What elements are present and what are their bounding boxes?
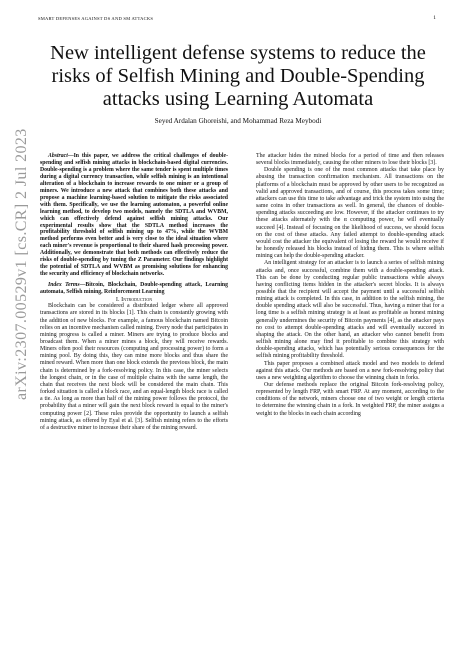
- body-paragraph-1: The attacker hides the mined blocks for a period of time and then releases several blocks immediately, causing the other miners to lose their blocks [3].: [256, 153, 444, 167]
- arxiv-identifier-stamp: arXiv:2307.00529v1 [cs.CR] 2 Jul 2023: [13, 128, 30, 400]
- body-paragraph-4: This paper proposes a combined attack model and two models to defend against this attack. Our methods are based on a new fork-resolving policy that uses a new weighting algorithm to choose the winning chain in forks.: [256, 360, 444, 381]
- running-title: SMART DEFENSES AGAINST DS AND SM ATTACKS: [38, 16, 154, 21]
- intro-paragraph: Blockchain can be considered a distributed ledger where all approved transactions are stored in its blocks [1]. This chain is constantly growing with the addition of new blocks. For example, a famous blockchain named Bitcoin relies on an incentive mechanism called mining. Every node that participates in mining progress is called a miner. Miners are trying to produce blocks and broadcast them. When a miner mines a block, they will receive rewards. Miners often pool their resources (computing and processing power) to form a mining pool. By doing this, they can mine more blocks and thus share the mined reward. When more than one block extends the previous block, the main chain is determined by a fork-resolving policy. In this case, the miner selects the longest chain, or in the case of multiple chains with the same length, the chain that receives the next block will be considered the main chain. This forked situation is called a block race, and an equal-length block race is called a tie. As long as more than half of the mining power follows the protocol, the probability that a miner will gain the next block reward is equal to the miner's computing power [2]. These rules provide the opportunity to launch a selfish mining attack, as offered by Eyal et al. [3]. Selfish mining refers to the efforts of a destructive miner to increase their share of the mining reward.: [40, 303, 228, 431]
- body-paragraph-2: Double spending is one of the most common attacks that take place by abusing the transaction confirmation mechanism. All transactions on the platforms of a blockchain must be approved by other users to be recognized as valid and approved transactions, and of course, this process takes some time; attackers can use this time to take advantage and trick the system into using the same coins in other transactions as well. In general, the chances of double-spending attacks succeeding are low. However, if the attacker continues to try these attacks alternately with the α computing power, he will eventually succeed [4]. Instead of focusing on the likelihood of success, we should focus on the cost of these attacks. Any failed attempt to double-spending attack would cost the attacker the equivalent of losing the reward he would receive if he honestly released his blocks instead of hiding them. This is where selfish mining can help the double-spending attacker.: [256, 167, 444, 260]
- body-paragraph-3: An intelligent strategy for an attacker is to launch a series of selfish mining attacks and, once successful, combine them with a double-spending attack. This can be done by conducting regular public transactions while always having conflicting items hidden in the attacker's secret blocks. It is always possible that the recipient will accept the payment until a successful selfish mining attack is completed. In this case, in addition to the selfish mining, the double spending attack will also be successful. Thus, having a miner that for a long time is a selfish mining strategy is at least as profitable as honest mining generally undermines the security of Bitcoin payments [4], as the attacker pays no cost to attempt double-spending attacks and will eventually succeed in shaping the attack. On the other hand, an attacker who cannot benefit from selfish mining alone may find it profitable to combine this strategy with double-spending attacks, which has potentially serious consequences for the selfish mining profitability threshold.: [256, 260, 444, 360]
- index-terms-label: Index Terms: [48, 282, 80, 289]
- paper-authors: Seyed Ardalan Ghoreishi, and Mohammad Reza Meybodi: [154, 117, 322, 125]
- abstract: [40, 153, 228, 278]
- abstract-text: —In this paper, we address the critical challenges of double-spending and selfish mining attacks in blockchain-based digital currencies. Double-spending is a problem where the same tender is spent multiple times during a digital currency transaction, while selfish mining is an intentional alteration of a blockchain to increase rewards to one miner or a group of miners. We introduce a new attack that combines both these attacks and propose a machine learning-based solution to mitigate the risks associated with them. Specifically, we use the learning automaton, a powerful online learning method, to develop two models, namely the SDTLA and WVBM, which can effectively defend against selfish mining attacks. Our experimental results show that the SDTLA method increases the profitability threshold of selfish mining up to 47%, while the WVBM method performs even better and is very close to the ideal situation where each miner's revenue is proportional to their shared hash processing power. Additionally, we demonstrate that both methods can effectively reduce the risks of double-spending by tuning the Z Parameter. Our findings highlight the potential of SDTLA and WVBM as promising solutions for enhancing the security and efficiency of blockchain networks.: [40, 153, 228, 278]
- section-heading-introduction: I. Introduction: [115, 296, 153, 304]
- index-terms-text: —Bitcoin, Blockchain, Double-spending attack, Learning automata, Selfish mining, Reinforcement Learning: [40, 282, 228, 296]
- index-terms: [40, 282, 228, 296]
- paper-title: New intelligent defense systems to reduce the risks of Selfish Mining and Double-Spending attacks using Learning Automata: [50, 42, 426, 110]
- page-number: 1: [433, 15, 436, 21]
- abstract-label: Abstract: [48, 153, 68, 159]
- body-paragraph-5: Our defense methods replace the original Bitcoin fork-resolving policy, represented by length FRP, with smart FRP. At any moment, according to the conditions of the network, miners choose one of two weight or length criteria to determine the winning chain in a fork. In weighted FRP, the miner assigns a weight to the blocks in each chain according: [256, 382, 444, 417]
- right-column: [256, 153, 444, 418]
- left-column: [40, 153, 228, 432]
